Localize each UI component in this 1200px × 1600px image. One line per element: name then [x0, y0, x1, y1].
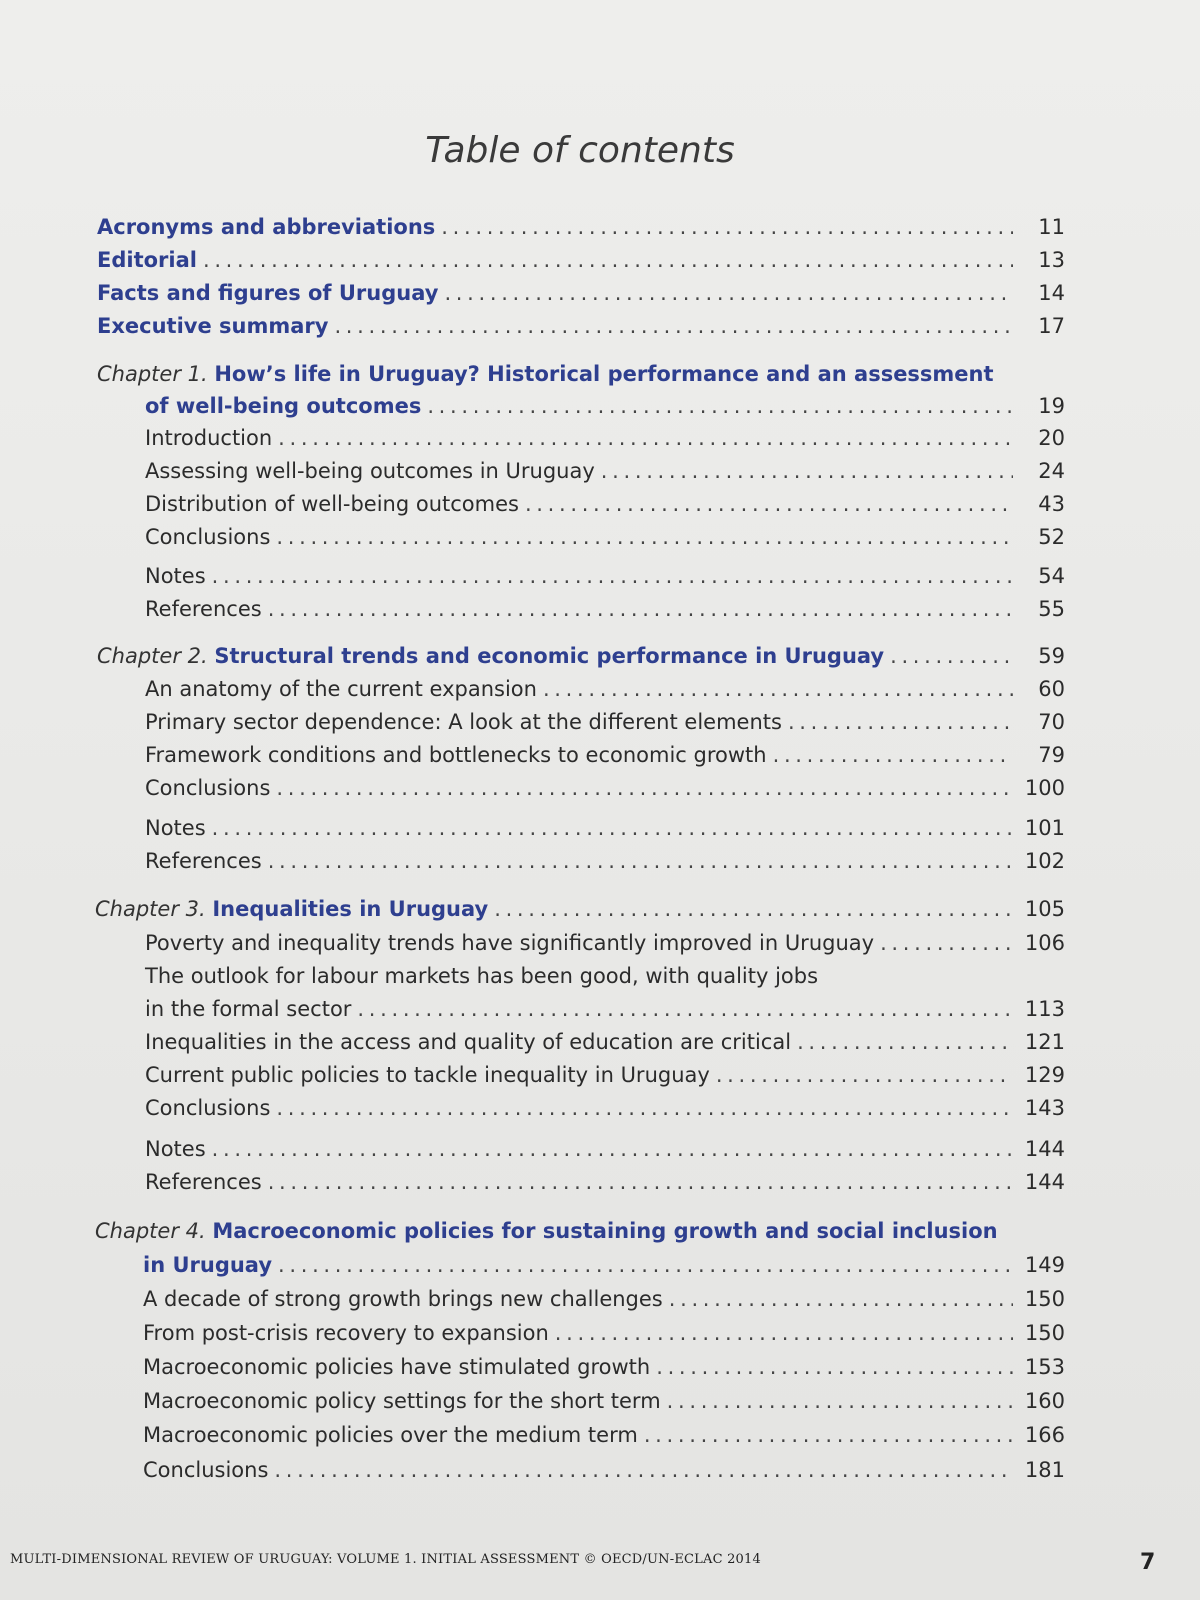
- toc-entry[interactable]: [145, 490, 1065, 518]
- leader-dots: [203, 246, 1013, 274]
- leader-dots: [444, 279, 1013, 307]
- leader-dots: [441, 213, 1013, 241]
- chapter-1-title-cont[interactable]: [145, 392, 1065, 420]
- toc-entry-label: References: [145, 597, 262, 621]
- toc-entry-label: Introduction: [145, 426, 273, 450]
- toc-entry-label: A decade of strong growth brings new challenges: [143, 1287, 663, 1311]
- toc-entry-page: 13: [1038, 248, 1065, 272]
- toc-entry-label: Conclusions: [143, 1458, 269, 1482]
- toc-entry[interactable]: [145, 995, 1065, 1023]
- toc-entry-label: Acronyms and abbreviations: [97, 215, 436, 239]
- leader-dots: [543, 675, 1013, 703]
- toc-entry-page: 101: [1024, 816, 1065, 840]
- toc-entry[interactable]: [145, 457, 1065, 485]
- leader-dots: [890, 642, 1013, 670]
- page-number: 7: [1140, 1550, 1156, 1575]
- leader-dots: [716, 1061, 1013, 1089]
- toc-entry-references[interactable]: [145, 595, 1065, 623]
- toc-entry-page: 144: [1024, 1137, 1065, 1161]
- chapter-prefix: Chapter 3.: [95, 897, 206, 921]
- leader-dots: [601, 457, 1013, 485]
- toc-entry[interactable]: [145, 523, 1065, 551]
- leader-dots: [276, 1094, 1013, 1122]
- chapter-title: of well-being outcomes: [145, 394, 422, 418]
- leader-dots: [773, 741, 1013, 769]
- leader-dots: [274, 1456, 1013, 1484]
- leader-dots: [525, 490, 1013, 518]
- chapter-prefix: Chapter 4.: [95, 1219, 206, 1243]
- toc-entry-page: 105: [1024, 897, 1065, 921]
- chapter-title: in Uruguay: [143, 1253, 273, 1277]
- toc-entry-page: 150: [1024, 1287, 1065, 1311]
- toc-entry[interactable]: [145, 675, 1065, 703]
- chapter-title: How’s life in Uruguay? Historical performance and an assessment: [214, 362, 994, 386]
- toc-entry-label: Executive summary: [97, 314, 329, 338]
- toc-entry-label: Macroeconomic policy settings for the short term: [143, 1389, 661, 1413]
- toc-entry-label: Conclusions: [145, 776, 271, 800]
- chapter-4-title-cont[interactable]: [143, 1251, 1065, 1279]
- toc-entry-page: 113: [1024, 997, 1065, 1021]
- toc-entry-label: An anatomy of the current expansion: [145, 677, 537, 701]
- chapter-title: Structural trends and economic performance in Uruguay: [214, 644, 885, 668]
- toc-entry-label: Facts and figures of Uruguay: [97, 281, 439, 305]
- toc-entry[interactable]: [145, 1094, 1065, 1122]
- toc-entry-page: 70: [1038, 710, 1065, 734]
- toc-entry-label: Macroeconomic policies have stimulated growth: [143, 1355, 651, 1379]
- toc-entry-label: Current public policies to tackle inequality in Uruguay: [145, 1063, 710, 1087]
- toc-entry-page: 52: [1038, 525, 1065, 549]
- toc-entry-label: Primary sector dependence: A look at the different elements: [145, 710, 782, 734]
- toc-entry[interactable]: [145, 774, 1065, 802]
- toc-entry-page: 143: [1024, 1096, 1065, 1120]
- toc-entry-notes[interactable]: [145, 562, 1065, 590]
- toc-entry[interactable]: [145, 741, 1065, 769]
- toc-entry-facts-figures[interactable]: [97, 279, 1065, 307]
- toc-entry-label: Editorial: [97, 248, 197, 272]
- chapter-2-heading[interactable]: [97, 642, 1065, 670]
- toc-entry-label: From post-crisis recovery to expansion: [143, 1321, 549, 1345]
- toc-entry-page: 59: [1038, 644, 1065, 668]
- chapter-prefix: Chapter 1.: [97, 362, 208, 386]
- leader-dots: [656, 1353, 1013, 1381]
- toc-entry-page: 149: [1024, 1253, 1065, 1277]
- toc-entry-page: 153: [1024, 1355, 1065, 1379]
- leader-dots: [334, 312, 1013, 340]
- chapter-title: Inequalities in Uruguay: [212, 897, 489, 921]
- toc-entry-acronyms[interactable]: [97, 213, 1065, 241]
- toc-entry-label: Macroeconomic policies over the medium term: [143, 1423, 638, 1447]
- leader-dots: [212, 1135, 1013, 1163]
- leader-dots: [644, 1421, 1013, 1449]
- leader-dots: [212, 562, 1013, 590]
- leader-dots: [268, 847, 1013, 875]
- toc-entry-page: 19: [1038, 394, 1065, 418]
- toc-entry[interactable]: [143, 1387, 1065, 1415]
- leader-dots: [555, 1319, 1013, 1347]
- leader-dots: [212, 814, 1013, 842]
- toc-entry-label-line1[interactable]: The outlook for labour markets has been good, with quality jobs: [145, 964, 819, 988]
- leader-dots: [268, 595, 1013, 623]
- toc-entry-page: 11: [1038, 215, 1065, 239]
- toc-entry[interactable]: [143, 1353, 1065, 1381]
- toc-entry-page: 100: [1024, 776, 1065, 800]
- leader-dots: [797, 1028, 1013, 1056]
- toc-entry-executive-summary[interactable]: [97, 312, 1065, 340]
- leader-dots: [494, 895, 1013, 923]
- toc-entry-page: 60: [1038, 677, 1065, 701]
- leader-dots: [669, 1285, 1013, 1313]
- toc-entry-page: 121: [1024, 1030, 1065, 1054]
- leader-dots: [276, 523, 1013, 551]
- toc-entry-page: 24: [1038, 459, 1065, 483]
- toc-entry-page: 14: [1038, 281, 1065, 305]
- toc-entry-label: References: [145, 1170, 262, 1194]
- toc-entry-label: Inequalities in the access and quality of education are critical: [145, 1030, 792, 1054]
- toc-entry[interactable]: [143, 1456, 1065, 1484]
- toc-entry-page: 106: [1024, 931, 1065, 955]
- toc-entry-page: 17: [1038, 314, 1065, 338]
- toc-entry-page: 102: [1024, 849, 1065, 873]
- leader-dots: [880, 929, 1013, 957]
- toc-entry[interactable]: [145, 708, 1065, 736]
- toc-entry-label: in the formal sector: [145, 997, 352, 1021]
- toc-entry-page: 144: [1024, 1170, 1065, 1194]
- leader-dots: [357, 995, 1013, 1023]
- toc-entry-page: 181: [1024, 1458, 1065, 1482]
- toc-entry[interactable]: [145, 929, 1065, 957]
- toc-entry-label: Notes: [145, 1137, 206, 1161]
- toc-entry-references[interactable]: [145, 847, 1065, 875]
- leader-dots: [276, 774, 1013, 802]
- toc-entry-page: 54: [1038, 564, 1065, 588]
- leader-dots: [278, 1251, 1013, 1279]
- toc-entry[interactable]: [143, 1319, 1065, 1347]
- toc-entry-page: 20: [1038, 426, 1065, 450]
- toc-entry-page: 55: [1038, 597, 1065, 621]
- toc-entry-notes[interactable]: [145, 1135, 1065, 1163]
- toc-entry-page: 160: [1024, 1389, 1065, 1413]
- toc-entry-page: 166: [1024, 1423, 1065, 1447]
- leader-dots: [667, 1387, 1013, 1415]
- toc-entry-notes[interactable]: [145, 814, 1065, 842]
- leader-dots: [427, 392, 1013, 420]
- page-title: Table of contents: [425, 130, 735, 171]
- chapter-prefix: Chapter 2.: [97, 644, 208, 668]
- toc-entry-editorial[interactable]: [97, 246, 1065, 274]
- toc-entry-label: Poverty and inequality trends have significantly improved in Uruguay: [145, 931, 875, 955]
- toc-entry[interactable]: [143, 1285, 1065, 1313]
- toc-entry-label: References: [145, 849, 262, 873]
- toc-entry-label: Distribution of well-being outcomes: [145, 492, 519, 516]
- toc-entry[interactable]: [143, 1421, 1065, 1449]
- toc-entry[interactable]: [145, 1061, 1065, 1089]
- toc-entry-label: Notes: [145, 816, 206, 840]
- toc-entry-label: Conclusions: [145, 1096, 271, 1120]
- toc-entry-page: 129: [1024, 1063, 1065, 1087]
- toc-entry[interactable]: [145, 424, 1065, 452]
- toc-entry-page: 43: [1038, 492, 1065, 516]
- toc-entry-label: Conclusions: [145, 525, 271, 549]
- toc-entry-page: 150: [1024, 1321, 1065, 1345]
- chapter-1-heading[interactable]: [97, 360, 994, 388]
- chapter-3-heading[interactable]: [95, 895, 1065, 923]
- leader-dots: [268, 1168, 1013, 1196]
- toc-entry-label: Assessing well-being outcomes in Uruguay: [145, 459, 595, 483]
- toc-entry-label: Notes: [145, 564, 206, 588]
- toc-entry-references[interactable]: [145, 1168, 1065, 1196]
- leader-dots: [278, 424, 1013, 452]
- toc-entry[interactable]: [145, 1028, 1065, 1056]
- leader-dots: [788, 708, 1013, 736]
- running-footer: MULTI-DIMENSIONAL REVIEW OF URUGUAY: VOLUME 1. INITIAL ASSESSMENT © OECD/UN-ECLAC 2014: [10, 1552, 761, 1567]
- chapter-title: Macroeconomic policies for sustaining growth and social inclusion: [212, 1219, 998, 1243]
- toc-entry-page: 79: [1038, 743, 1065, 767]
- toc-entry-label: Framework conditions and bottlenecks to economic growth: [145, 743, 767, 767]
- chapter-4-heading[interactable]: [95, 1217, 998, 1245]
